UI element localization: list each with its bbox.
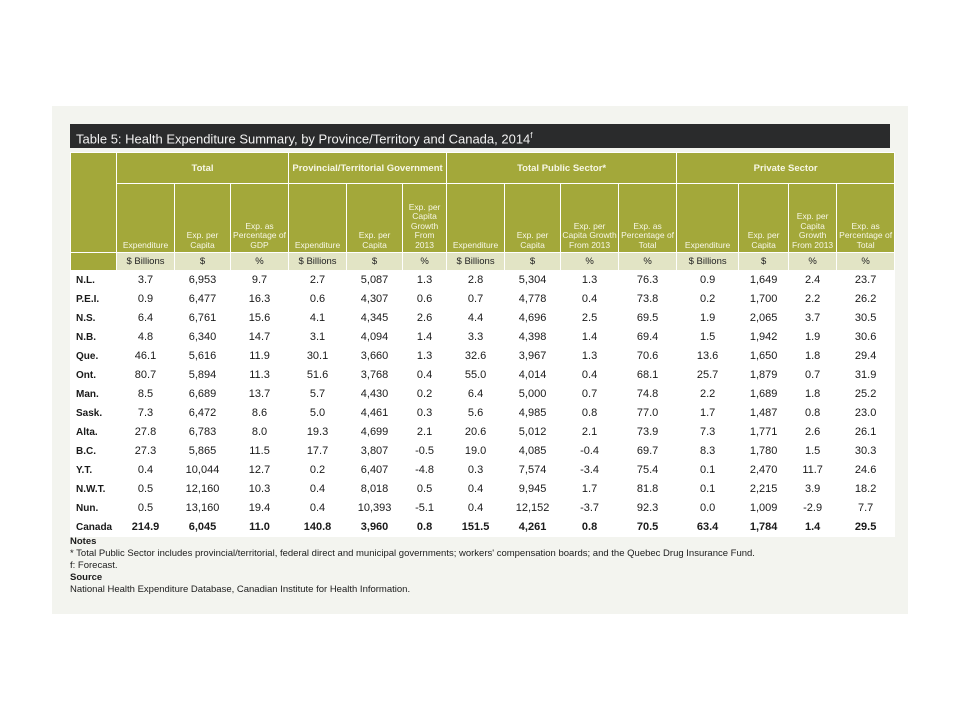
table-cell: 69.7 bbox=[619, 442, 677, 461]
table-cell: 30.5 bbox=[837, 309, 895, 328]
table-cell: 0.4 bbox=[561, 366, 619, 385]
table-cell: 6,953 bbox=[175, 271, 231, 290]
table-cell: 26.1 bbox=[837, 423, 895, 442]
sub-header-cell: Exp. per Capita Growth From 2013 bbox=[403, 184, 447, 253]
table-cell: 0.6 bbox=[403, 290, 447, 309]
title-footnote-mark: f bbox=[530, 131, 533, 140]
sub-header-cell: Exp. per Capita bbox=[175, 184, 231, 253]
table-cell: 3.3 bbox=[447, 328, 505, 347]
table-cell: 30.6 bbox=[837, 328, 895, 347]
table-cell: 5.7 bbox=[289, 385, 347, 404]
table-row bbox=[71, 328, 895, 347]
table-cell: 4,699 bbox=[347, 423, 403, 442]
table-cell: -2.9 bbox=[789, 499, 837, 518]
table-row bbox=[71, 442, 895, 461]
table-cell: 11.5 bbox=[231, 442, 289, 461]
table-cell: 1.9 bbox=[789, 328, 837, 347]
table-cell: 2,215 bbox=[739, 480, 789, 499]
table-cell: 0.3 bbox=[403, 404, 447, 423]
table-cell: 2.8 bbox=[447, 271, 505, 290]
table-cell: 77.0 bbox=[619, 404, 677, 423]
table-cell: 81.8 bbox=[619, 480, 677, 499]
table-cell: 13,160 bbox=[175, 499, 231, 518]
table-row bbox=[71, 385, 895, 404]
table-cell: 6,761 bbox=[175, 309, 231, 328]
table-cell: 1,689 bbox=[739, 385, 789, 404]
table-cell: 0.4 bbox=[447, 499, 505, 518]
table-cell: 73.9 bbox=[619, 423, 677, 442]
group-header-total: Total bbox=[117, 153, 289, 184]
table-cell: 3.7 bbox=[117, 271, 175, 290]
table-cell: 0.5 bbox=[117, 480, 175, 499]
table-cell: 1.8 bbox=[789, 347, 837, 366]
stub-header bbox=[71, 153, 117, 253]
row-label: N.S. bbox=[71, 309, 117, 328]
table-cell: 2.4 bbox=[789, 271, 837, 290]
table-cell: -0.5 bbox=[403, 442, 447, 461]
table-row bbox=[71, 271, 895, 290]
table-cell: 9.7 bbox=[231, 271, 289, 290]
table-cell: 92.3 bbox=[619, 499, 677, 518]
sub-header-cell: Expenditure bbox=[677, 184, 739, 253]
table-cell: 74.8 bbox=[619, 385, 677, 404]
table-cell: 10.3 bbox=[231, 480, 289, 499]
table-cell: 0.8 bbox=[561, 518, 619, 537]
table-cell: -3.4 bbox=[561, 461, 619, 480]
unit-cell: % bbox=[619, 253, 677, 271]
table-cell: 8.5 bbox=[117, 385, 175, 404]
unit-cell: % bbox=[837, 253, 895, 271]
table-cell: 1.5 bbox=[789, 442, 837, 461]
sub-header-cell: Exp. per Capita Growth From 2013 bbox=[561, 184, 619, 253]
table-cell: 0.2 bbox=[289, 461, 347, 480]
table-cell: 8.0 bbox=[231, 423, 289, 442]
table-cell: 6,477 bbox=[175, 290, 231, 309]
table-cell: -5.1 bbox=[403, 499, 447, 518]
unit-cell: $ bbox=[505, 253, 561, 271]
table-cell: 1,784 bbox=[739, 518, 789, 537]
table-cell: 55.0 bbox=[447, 366, 505, 385]
table-cell: 0.2 bbox=[677, 290, 739, 309]
table-cell: 1,650 bbox=[739, 347, 789, 366]
table-cell: 4.4 bbox=[447, 309, 505, 328]
table-cell: 7.3 bbox=[117, 404, 175, 423]
table-cell: 4,430 bbox=[347, 385, 403, 404]
notes-section bbox=[70, 536, 900, 596]
unit-cell: % bbox=[403, 253, 447, 271]
table-cell: 75.4 bbox=[619, 461, 677, 480]
source-heading: Source bbox=[70, 572, 103, 583]
table-cell: 5,087 bbox=[347, 271, 403, 290]
table-cell: 1,942 bbox=[739, 328, 789, 347]
table-cell: 1,649 bbox=[739, 271, 789, 290]
table-cell: 12,160 bbox=[175, 480, 231, 499]
table-cell: 11.9 bbox=[231, 347, 289, 366]
row-label: Sask. bbox=[71, 404, 117, 423]
table-cell: 4,985 bbox=[505, 404, 561, 423]
table-cell: 0.9 bbox=[117, 290, 175, 309]
table-cell: 1.3 bbox=[403, 271, 447, 290]
table-cell: 69.4 bbox=[619, 328, 677, 347]
table-cell: 69.5 bbox=[619, 309, 677, 328]
group-header-private: Private Sector bbox=[677, 153, 895, 184]
table-cell: 3,960 bbox=[347, 518, 403, 537]
table-cell: 26.2 bbox=[837, 290, 895, 309]
unit-cell: $ Billions bbox=[117, 253, 175, 271]
table-cell: 3.1 bbox=[289, 328, 347, 347]
sub-header-cell: Exp. per Capita bbox=[505, 184, 561, 253]
table-cell: 2,470 bbox=[739, 461, 789, 480]
table-cell: 17.7 bbox=[289, 442, 347, 461]
table-cell: 4,778 bbox=[505, 290, 561, 309]
table-cell: 9,945 bbox=[505, 480, 561, 499]
table-cell: 1.7 bbox=[677, 404, 739, 423]
table-row bbox=[71, 423, 895, 442]
table-cell: 10,044 bbox=[175, 461, 231, 480]
table-title bbox=[70, 124, 890, 148]
table-cell: 73.8 bbox=[619, 290, 677, 309]
table-cell: 4,696 bbox=[505, 309, 561, 328]
table-cell: 5,000 bbox=[505, 385, 561, 404]
row-label: Nun. bbox=[71, 499, 117, 518]
table-cell: 32.6 bbox=[447, 347, 505, 366]
row-label: Y.T. bbox=[71, 461, 117, 480]
sub-header-cell: Expenditure bbox=[289, 184, 347, 253]
table-cell: 11.3 bbox=[231, 366, 289, 385]
table-cell: 2.5 bbox=[561, 309, 619, 328]
sub-header-cell: Exp. as Percentage of GDP bbox=[231, 184, 289, 253]
table-cell: 6,340 bbox=[175, 328, 231, 347]
table-cell: 6,689 bbox=[175, 385, 231, 404]
sub-header-cell: Expenditure bbox=[117, 184, 175, 253]
sub-header-cell: Exp. per Capita Growth From 2013 bbox=[789, 184, 837, 253]
table-cell: 10,393 bbox=[347, 499, 403, 518]
table-cell: 63.4 bbox=[677, 518, 739, 537]
table-cell: 0.7 bbox=[789, 366, 837, 385]
units-row bbox=[71, 253, 895, 271]
table-cell: 29.5 bbox=[837, 518, 895, 537]
table-cell: 0.4 bbox=[561, 290, 619, 309]
table-cell: 3,807 bbox=[347, 442, 403, 461]
table-cell: 5,894 bbox=[175, 366, 231, 385]
table-cell: 0.5 bbox=[403, 480, 447, 499]
table-cell: -3.7 bbox=[561, 499, 619, 518]
row-label: P.E.I. bbox=[71, 290, 117, 309]
table-cell: 2.2 bbox=[677, 385, 739, 404]
notes-heading: Notes bbox=[70, 536, 97, 547]
sub-header-cell: Exp. per Capita bbox=[347, 184, 403, 253]
note-forecast: f: Forecast. bbox=[70, 560, 118, 571]
table-cell: 0.3 bbox=[447, 461, 505, 480]
table-title-text: Table 5: Health Expenditure Summary, by Province/Territory and Canada, 2014 bbox=[76, 131, 531, 147]
table-row bbox=[71, 404, 895, 423]
row-label: Canada bbox=[71, 518, 117, 537]
table-cell: 6,045 bbox=[175, 518, 231, 537]
table-row bbox=[71, 366, 895, 385]
table-cell: 23.7 bbox=[837, 271, 895, 290]
table-cell: 0.8 bbox=[403, 518, 447, 537]
table-cell: 5,012 bbox=[505, 423, 561, 442]
table-cell: -0.4 bbox=[561, 442, 619, 461]
table-cell: 25.2 bbox=[837, 385, 895, 404]
table-cell: 3.7 bbox=[789, 309, 837, 328]
table-cell: 1,009 bbox=[739, 499, 789, 518]
table-cell: 151.5 bbox=[447, 518, 505, 537]
table-cell: 8.6 bbox=[231, 404, 289, 423]
table-cell: 19.0 bbox=[447, 442, 505, 461]
table-cell: 0.2 bbox=[403, 385, 447, 404]
table-cell: 1.8 bbox=[789, 385, 837, 404]
table-cell: 0.5 bbox=[117, 499, 175, 518]
table-cell: 3,768 bbox=[347, 366, 403, 385]
table-row bbox=[71, 518, 895, 537]
table-cell: 4,345 bbox=[347, 309, 403, 328]
table-row bbox=[71, 461, 895, 480]
table-cell: -4.8 bbox=[403, 461, 447, 480]
table-cell: 13.6 bbox=[677, 347, 739, 366]
unit-cell: % bbox=[789, 253, 837, 271]
group-header-row bbox=[71, 153, 895, 184]
table-cell: 7.3 bbox=[677, 423, 739, 442]
table-cell: 1.9 bbox=[677, 309, 739, 328]
unit-cell: $ Billions bbox=[447, 253, 505, 271]
table-cell: 0.0 bbox=[677, 499, 739, 518]
table-cell: 0.1 bbox=[677, 480, 739, 499]
table-cell: 23.0 bbox=[837, 404, 895, 423]
sub-header-cell: Exp. per Capita bbox=[739, 184, 789, 253]
unit-cell: % bbox=[561, 253, 619, 271]
table-cell: 1,780 bbox=[739, 442, 789, 461]
row-label: N.L. bbox=[71, 271, 117, 290]
table-cell: 4,014 bbox=[505, 366, 561, 385]
source-text: National Health Expenditure Database, Canadian Institute for Health Information. bbox=[70, 584, 411, 595]
table-cell: 4,085 bbox=[505, 442, 561, 461]
group-header-public: Total Public Sector* bbox=[447, 153, 677, 184]
table-cell: 4.1 bbox=[289, 309, 347, 328]
unit-cell: % bbox=[231, 253, 289, 271]
table-cell: 20.6 bbox=[447, 423, 505, 442]
table-row bbox=[71, 480, 895, 499]
table-cell: 3.9 bbox=[789, 480, 837, 499]
table-cell: 11.0 bbox=[231, 518, 289, 537]
table-row bbox=[71, 499, 895, 518]
table-cell: 13.7 bbox=[231, 385, 289, 404]
table-cell: 46.1 bbox=[117, 347, 175, 366]
table-cell: 7.7 bbox=[837, 499, 895, 518]
table-cell: 2.1 bbox=[403, 423, 447, 442]
unit-cell: $ bbox=[175, 253, 231, 271]
table-cell: 0.6 bbox=[289, 290, 347, 309]
table-cell: 4.8 bbox=[117, 328, 175, 347]
table-cell: 29.4 bbox=[837, 347, 895, 366]
table-cell: 6.4 bbox=[117, 309, 175, 328]
table-cell: 18.2 bbox=[837, 480, 895, 499]
table-cell: 1.4 bbox=[403, 328, 447, 347]
table-cell: 12.7 bbox=[231, 461, 289, 480]
note-public-sector: * Total Public Sector includes provincial/territorial, federal direct and municipal governments; workers' compensation boards; and the Quebec Drug Insurance Fund. bbox=[70, 548, 755, 559]
table-cell: 0.7 bbox=[447, 290, 505, 309]
table-cell: 0.4 bbox=[289, 480, 347, 499]
table-cell: 2,065 bbox=[739, 309, 789, 328]
table-cell: 140.8 bbox=[289, 518, 347, 537]
table-cell: 51.6 bbox=[289, 366, 347, 385]
unit-cell: $ bbox=[347, 253, 403, 271]
table-cell: 0.8 bbox=[561, 404, 619, 423]
table-cell: 0.4 bbox=[289, 499, 347, 518]
table-cell: 0.4 bbox=[447, 480, 505, 499]
table-cell: 8,018 bbox=[347, 480, 403, 499]
table-cell: 5,304 bbox=[505, 271, 561, 290]
group-header-provincial: Provincial/Territorial Government bbox=[289, 153, 447, 184]
table-cell: 1.7 bbox=[561, 480, 619, 499]
table-cell: 30.3 bbox=[837, 442, 895, 461]
table-cell: 1.4 bbox=[561, 328, 619, 347]
table-cell: 5.0 bbox=[289, 404, 347, 423]
table-cell: 1.4 bbox=[789, 518, 837, 537]
row-label: Alta. bbox=[71, 423, 117, 442]
table-cell: 1,879 bbox=[739, 366, 789, 385]
table-cell: 0.1 bbox=[677, 461, 739, 480]
table-cell: 0.9 bbox=[677, 271, 739, 290]
table-row bbox=[71, 347, 895, 366]
table-cell: 70.6 bbox=[619, 347, 677, 366]
table-cell: 4,461 bbox=[347, 404, 403, 423]
table-cell: 0.8 bbox=[789, 404, 837, 423]
table-cell: 2.1 bbox=[561, 423, 619, 442]
table-cell: 1,771 bbox=[739, 423, 789, 442]
sub-header-cell: Exp. as Percentage of Total bbox=[619, 184, 677, 253]
table-cell: 3,660 bbox=[347, 347, 403, 366]
table-cell: 14.7 bbox=[231, 328, 289, 347]
table-cell: 24.6 bbox=[837, 461, 895, 480]
row-label: N.W.T. bbox=[71, 480, 117, 499]
table-cell: 5,616 bbox=[175, 347, 231, 366]
table-cell: 5.6 bbox=[447, 404, 505, 423]
table-cell: 31.9 bbox=[837, 366, 895, 385]
row-label: B.C. bbox=[71, 442, 117, 461]
table-cell: 11.7 bbox=[789, 461, 837, 480]
table-cell: 8.3 bbox=[677, 442, 739, 461]
table-cell: 4,094 bbox=[347, 328, 403, 347]
table-cell: 15.6 bbox=[231, 309, 289, 328]
row-label: Que. bbox=[71, 347, 117, 366]
table-cell: 1.3 bbox=[561, 271, 619, 290]
health-expenditure-table bbox=[70, 152, 895, 537]
table-row bbox=[71, 290, 895, 309]
unit-cell: $ Billions bbox=[289, 253, 347, 271]
table-cell: 1.5 bbox=[677, 328, 739, 347]
table-cell: 1,700 bbox=[739, 290, 789, 309]
table-cell: 19.3 bbox=[289, 423, 347, 442]
table-cell: 6,407 bbox=[347, 461, 403, 480]
table-cell: 80.7 bbox=[117, 366, 175, 385]
table-cell: 2.6 bbox=[789, 423, 837, 442]
table-cell: 4,307 bbox=[347, 290, 403, 309]
table-cell: 5,865 bbox=[175, 442, 231, 461]
table-cell: 1.3 bbox=[561, 347, 619, 366]
table-cell: 19.4 bbox=[231, 499, 289, 518]
table-cell: 12,152 bbox=[505, 499, 561, 518]
row-label: N.B. bbox=[71, 328, 117, 347]
table-cell: 0.4 bbox=[403, 366, 447, 385]
sub-header-cell: Exp. as Percentage of Total bbox=[837, 184, 895, 253]
table-cell: 2.6 bbox=[403, 309, 447, 328]
table-cell: 7,574 bbox=[505, 461, 561, 480]
table-cell: 6,783 bbox=[175, 423, 231, 442]
table-cell: 0.7 bbox=[561, 385, 619, 404]
table-cell: 6,472 bbox=[175, 404, 231, 423]
table-cell: 68.1 bbox=[619, 366, 677, 385]
row-label: Ont. bbox=[71, 366, 117, 385]
sub-header-row bbox=[71, 184, 895, 253]
unit-cell: $ Billions bbox=[677, 253, 739, 271]
table-cell: 6.4 bbox=[447, 385, 505, 404]
table-cell: 27.8 bbox=[117, 423, 175, 442]
table-cell: 70.5 bbox=[619, 518, 677, 537]
table-cell: 1,487 bbox=[739, 404, 789, 423]
table-cell: 3,967 bbox=[505, 347, 561, 366]
table-cell: 25.7 bbox=[677, 366, 739, 385]
unit-cell: $ bbox=[739, 253, 789, 271]
table-cell: 2.2 bbox=[789, 290, 837, 309]
table-cell: 16.3 bbox=[231, 290, 289, 309]
table-cell: 4,398 bbox=[505, 328, 561, 347]
table-cell: 0.4 bbox=[117, 461, 175, 480]
sub-header-cell: Expenditure bbox=[447, 184, 505, 253]
table-body bbox=[71, 271, 895, 537]
table-cell: 2.7 bbox=[289, 271, 347, 290]
table-cell: 1.3 bbox=[403, 347, 447, 366]
table-cell: 27.3 bbox=[117, 442, 175, 461]
table-row bbox=[71, 309, 895, 328]
table-cell: 4,261 bbox=[505, 518, 561, 537]
table-cell: 30.1 bbox=[289, 347, 347, 366]
units-stub bbox=[71, 253, 117, 271]
row-label: Man. bbox=[71, 385, 117, 404]
table-cell: 76.3 bbox=[619, 271, 677, 290]
table-cell: 214.9 bbox=[117, 518, 175, 537]
